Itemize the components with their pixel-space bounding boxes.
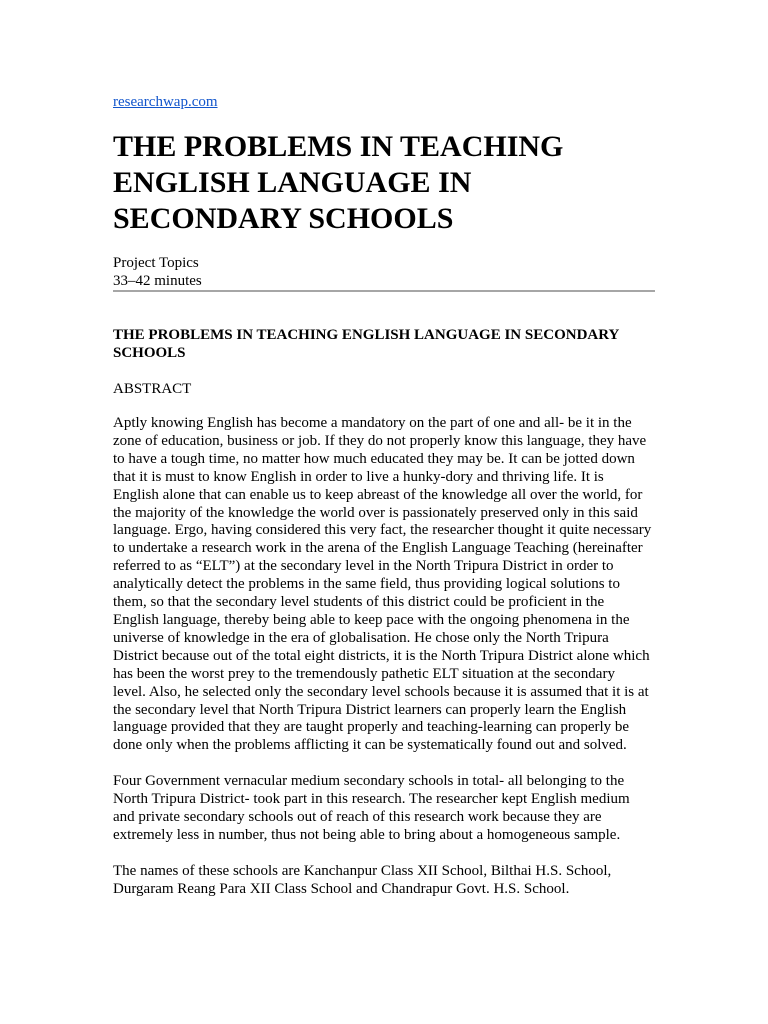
source-link[interactable]: researchwap.com [113,94,218,110]
abstract-label: ABSTRACT [113,381,192,397]
paragraph-line: Durgaram Reang Para XII Class School and Chandrapur Govt. H.S. School. [113,880,570,897]
abstract-paragraph [113,773,655,845]
paragraph-line: the majority of the knowledge the world over is passionately preserved only in this said [113,504,638,521]
paragraph-line: referred to as “ELT”) at the secondary level in the North Tripura District in order to [113,558,614,575]
paragraph-line: has been the worst prey to the tremendously pathetic ELT situation at the secondary [113,665,615,682]
category-label: Project Topics [113,255,199,271]
paragraph-line: North Tripura District- took part in this research. The researcher kept English medium [113,791,630,808]
paragraph-line: English alone that can enable us to keep abreast of the knowledge all over the world, for [113,486,643,503]
read-time: 33–42 minutes [113,273,202,289]
paragraph-line: to undertake a research work in the arena of the English Language Teaching (hereinafter [113,540,643,557]
paragraph-line: language provided that they are taught properly and teaching-learning can properly be [113,719,630,736]
header-divider [113,290,655,292]
document-content [113,0,655,899]
paragraph-line: them, so that the secondary level students of this district could be proficient in the [113,594,605,611]
document-meta [113,254,655,290]
paragraph-line: done only when the problems afflicting it can be systematically found out and solved. [113,737,627,754]
abstract-paragraph [113,415,655,755]
paragraph-line: extremely less in number, thus not being able to bring about a homogeneous sample. [113,826,621,843]
paragraph-line: that it is must to know English in order to live a hunky-dory and thriving life. It is [113,468,604,485]
paragraph-line: Aptly knowing English has become a mandatory on the part of one and all- be it in the [113,415,632,431]
paragraph-line: English language, thereby being able to keep pace with the ongoing phenomena in the [113,611,630,628]
paragraph-line: The names of these schools are Kanchanpur Class XII School, Bilthai H.S. School, [113,862,612,879]
paragraph-line: analytically detect the problems in the same field, thus providing logical solutions to [113,576,620,593]
document-title: THE PROBLEMS IN TEACHING ENGLISH LANGUAGE IN SECONDARY SCHOOLS [113,130,564,235]
source-row [113,93,655,111]
paragraph-line: and private secondary schools out of reach of this research work because they are [113,809,602,826]
section-heading: THE PROBLEMS IN TEACHING ENGLISH LANGUAGE IN SECONDARY SCHOOLS [113,327,619,361]
paragraph-line: level. Also, he selected only the secondary level schools because it is assumed that it is at [113,683,649,700]
paragraph-line: zone of education, business or job. If they do not properly know this language, they have [113,432,647,449]
paragraph-line: to have a tough time, no matter how much educated they may be. It can be jotted down [113,450,635,467]
paragraph-line: Four Government vernacular medium secondary schools in total- all belonging to the [113,773,625,790]
paragraph-line: language. Ergo, having considered this very fact, the researcher thought it quite necessary [113,522,652,539]
paragraph-line: District because out of the total eight districts, it is the North Tripura District alone which [113,647,650,664]
paragraph-line: the secondary level that North Tripura District learners can properly learn the English [113,701,627,718]
paragraph-line: universe of knowledge in the era of globalisation. He chose only the North Tripura [113,629,609,646]
abstract-paragraph [113,863,655,899]
